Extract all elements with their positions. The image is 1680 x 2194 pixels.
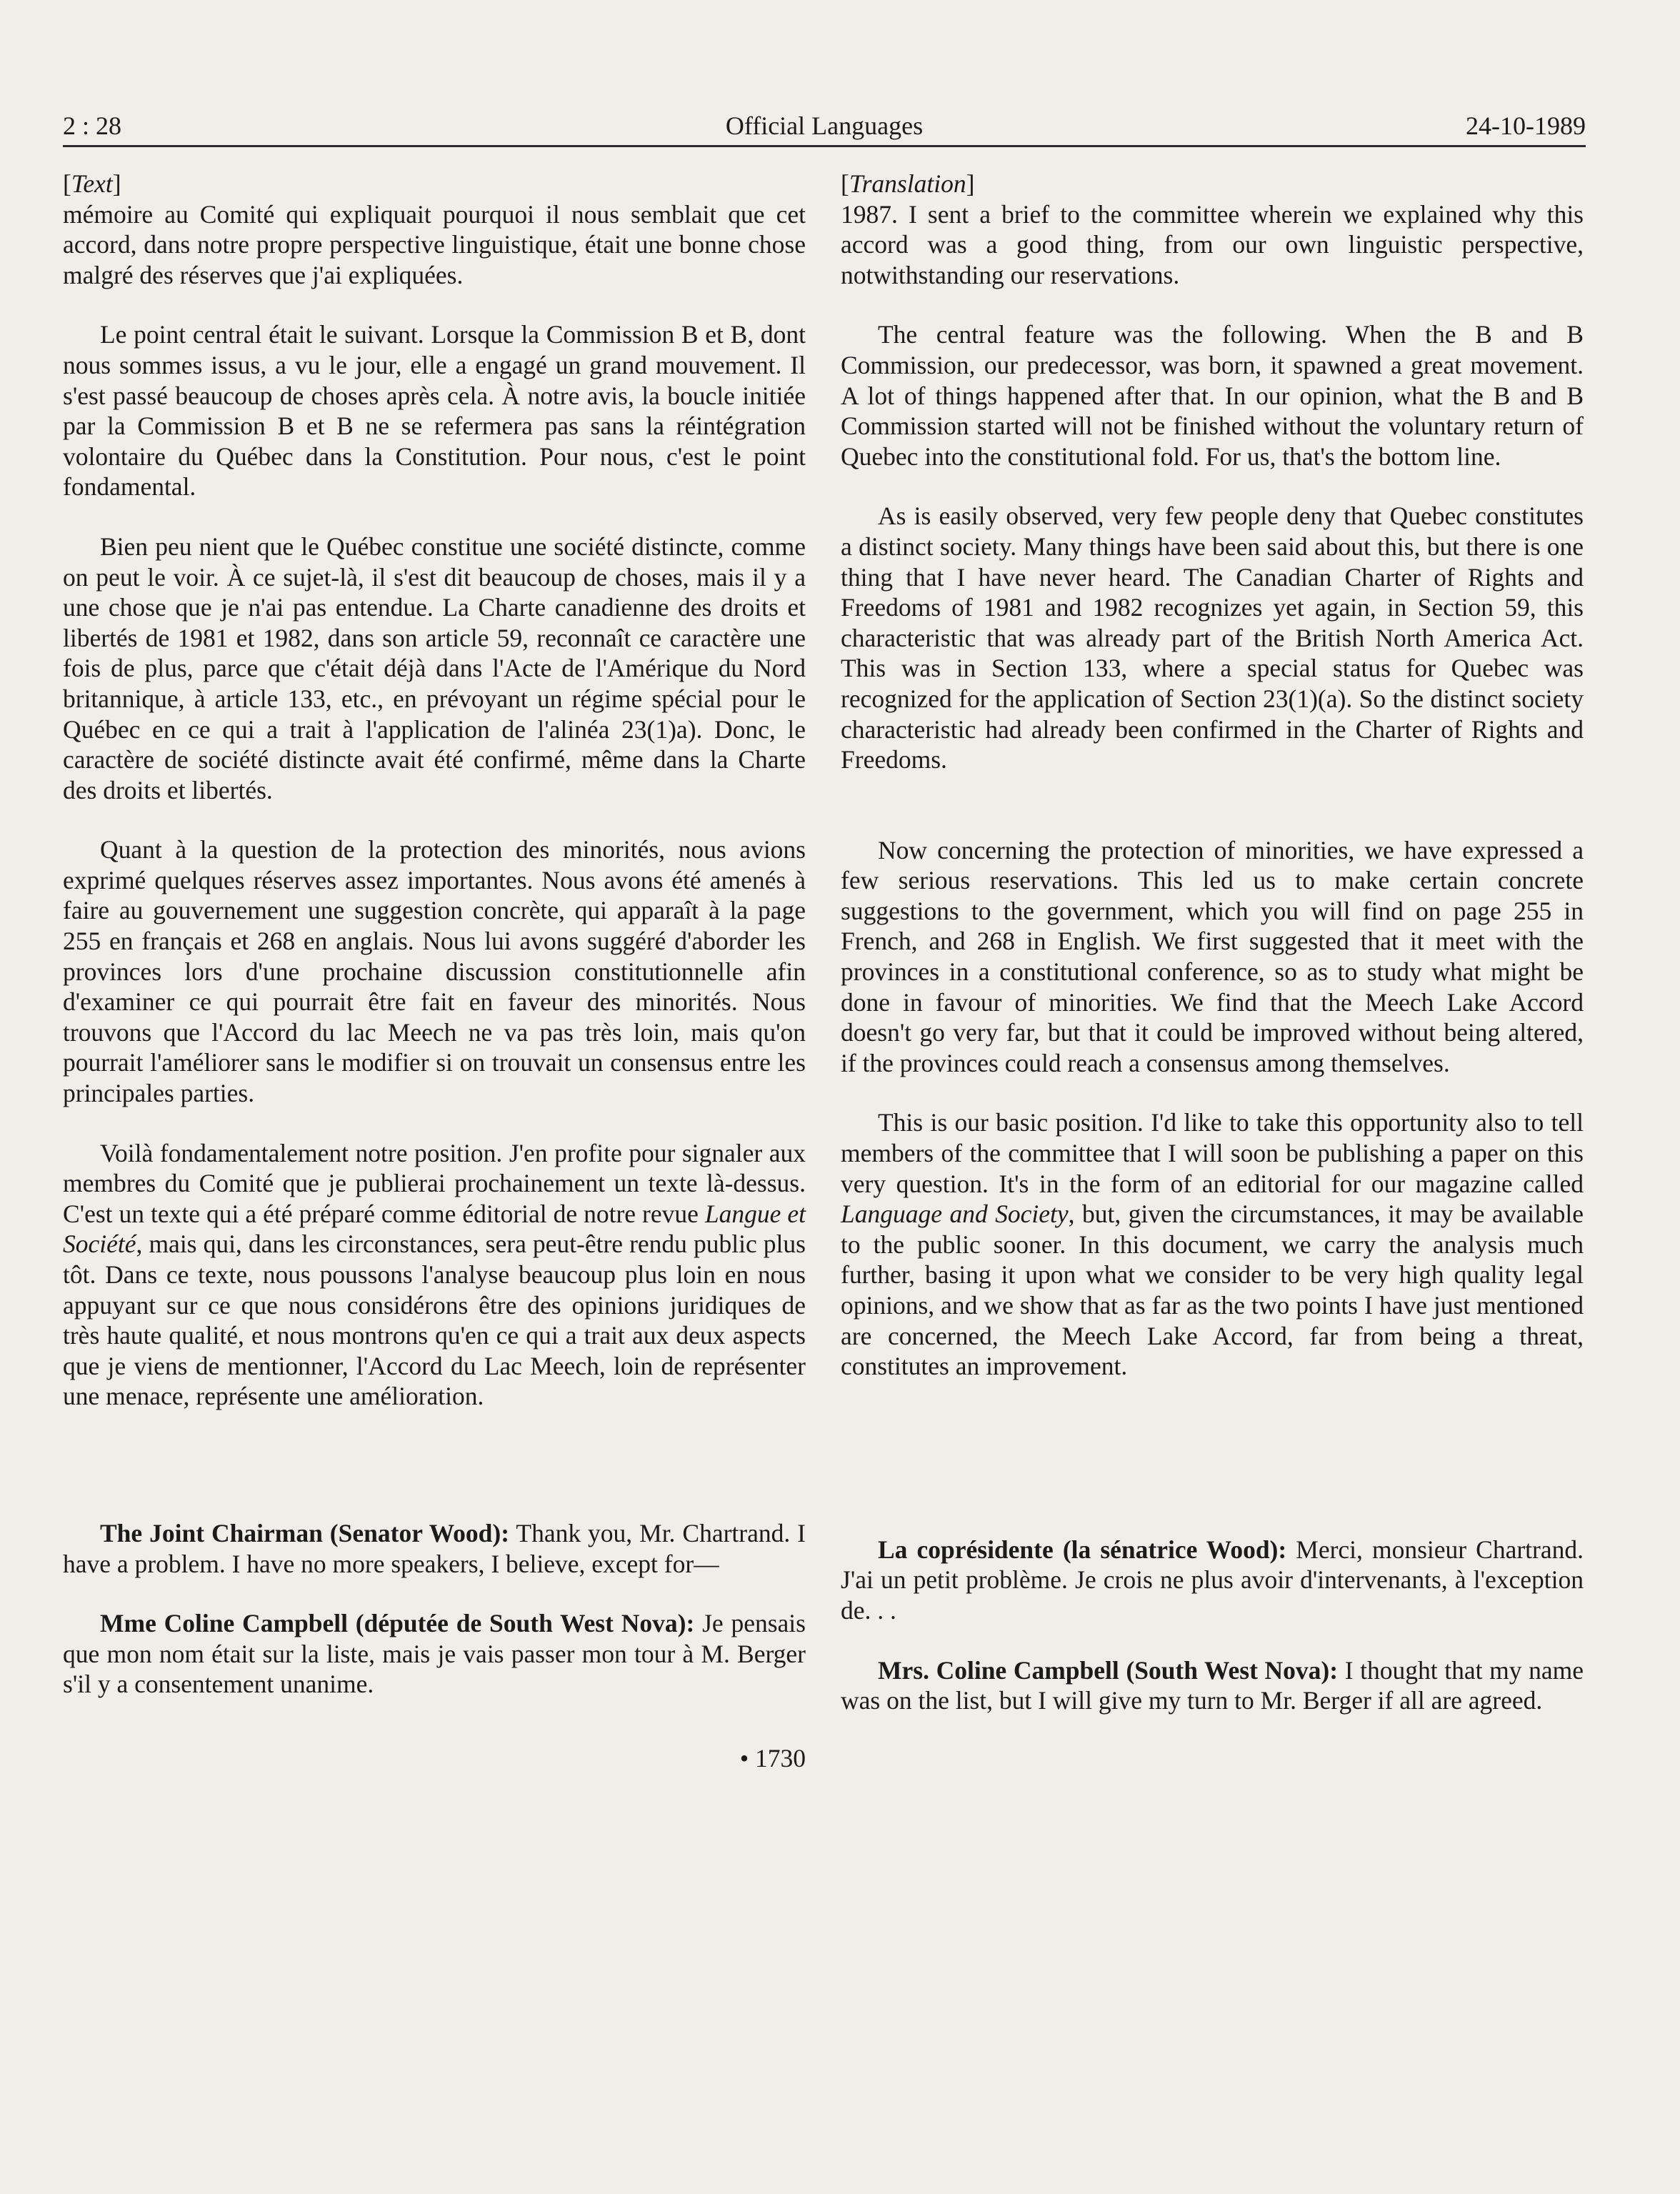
paragraph: Bien peu nient que le Québec constitue une société distincte, comme on peut le voir. À ce sujet-là, il s'est dit beaucoup de choses, mais il y a une chose que je n'ai pas entendue. La Charte canadienne des droits et libertés de 1981 et 1982, dans son article 59, reconnaît ce caractère une fois de plus, parce que c'était déjà dans l'Acte de l'Amérique du Nord britannique, à article 133, etc., en prévoyant un régime spécial pour le Québec en ce qui a trait à l'application de l'alinéa 23(1)a). Donc, le caractère de société distincte avait été confirmé, même dans la Charte des droits et libertés.	[63, 532, 806, 804]
speaker-name: Mrs. Coline Campbell (South West Nova):	[878, 1655, 1339, 1685]
paragraph: 1987. I sent a brief to the committee wherein we explained why this accord was a good thing, from our own linguistic perspective, notwithstanding our reservations.	[841, 199, 1584, 289]
paragraph: Now concerning the protection of minorities, we have expressed a few serious reservations. This led us to make certain concrete suggestions to the government, which you will find on page 255 in French, and 268 in English. We first suggested that it meet with the provinces in a constitutional conference, so as to study what might be done in favour of minorities. We find that the Meech Lake Accord doesn't go very far, but that it could be improved without being altered, if the provinces could reach a consensus among themselves.	[841, 835, 1584, 1077]
speech-text: Merci, monsieur Chartrand. J'ai un petit problème. Je crois ne plus avoir d'intervenants, à l'exception de. . .	[841, 1535, 1584, 1625]
page-header	[63, 107, 1586, 144]
paragraph: As is easily observed, very few people deny that Quebec constitutes a distinct society. Many things have been said about this, but there is one thing that I have never heard. The Canadian Charter of Rights and Freedoms of 1981 and 1982 recognizes yet again, in Section 59, this characteristic that was already part of the British North America Act. This was in Section 133, where a special status for Quebec was recognized for the application of Section 23(1)(a). So the distinct society characteristic had already been confirmed in the Charter of Rights and Freedoms.	[841, 502, 1584, 774]
timestamp: • 1730	[739, 1744, 806, 1772]
publication-title: Language and Society	[841, 1200, 1069, 1229]
text-run: This is our basic position. I'd like to take this opportunity also to tell members of the committee that I will soon be publishing a paper on this very question. It's in the form of an editorial for our magazine called	[841, 1108, 1584, 1198]
paragraph	[841, 1107, 1584, 1381]
speaker-paragraph	[841, 1655, 1584, 1716]
speech-text: Je pensais que mon nom était sur la liste, mais je vais passer mon tour à M. Berger s'il y a consentement unanime.	[63, 1609, 806, 1699]
paragraph: Quant à la question de la protection des minorités, nous avions exprimé quelques réserves assez importantes. Nous avons été amenés à faire au gouvernement une suggestion concrète, qui apparaît à la page 255 en français et 268 en anglais. Nous lui avons suggéré d'aborder les provinces lors d'une prochaine discussion constitutionnelle afin d'examiner ce qui pourrait être fait en faveur des minorités. Nous trouvons que l'Accord du lac Meech ne va pas très loin, mais qu'on pourrait l'améliorer sans le modifier si on trouvait un consensus entre les principales parties.	[63, 835, 806, 1108]
page-number: 2 : 28	[63, 111, 122, 140]
text-run: Voilà fondamentalement notre position. J'en profite pour signaler aux membres du Comité que je publierai prochainement un texte là-dessus. C'est un texte qui a été préparé comme éditorial de notre revue	[63, 1138, 806, 1228]
speaker-paragraph	[841, 1535, 1584, 1626]
paragraph: mémoire au Comité qui expliquait pourquoi il nous semblait que cet accord, dans notre propre perspective linguistique, était une bonne chose malgré des réserves que j'ai expliquées.	[63, 199, 806, 289]
translation-tag: [Translation]	[841, 169, 975, 198]
page-date: 24-10-1989	[1466, 111, 1586, 140]
paragraph: Le point central était le suivant. Lorsque la Commission B et B, dont nous sommes issus, a vu le jour, elle a engagé un grand mouvement. Il s'est passé beaucoup de choses après cela. À notre avis, la boucle initiée par la Commission B et B ne se refermera pas sans la réintégration volontaire du Québec dans la Constitution. Pour nous, c'est le point fondamental.	[63, 320, 806, 502]
speech-text: I thought that my name was on the list, but I will give my turn to Mr. Berger if all are agreed.	[841, 1655, 1584, 1715]
english-column	[841, 169, 1584, 1716]
speaker-name: The Joint Chairman (Senator Wood):	[100, 1518, 510, 1547]
speaker-paragraph	[63, 1518, 806, 1579]
paragraph-spacer	[841, 1442, 1584, 1535]
paragraph	[63, 1138, 806, 1412]
text-run: , but, given the circumstances, it may be available to the public sooner. In this document, we carry the analysis much further, basing it upon what we consider to be very high quality legal opinions, and we show that as far as the two points I have just mentioned are concerned, the Meech Lake Accord, far from being a threat, constitutes an improvement.	[841, 1200, 1584, 1381]
timestamp-spacer	[63, 1412, 806, 1518]
text-run: , mais qui, dans les circonstances, sera peut-être rendu public plus tôt. Dans ce texte, nous poussons l'analyse beaucoup plus loin en nous appuyant sur ce que nous considérons être des opinions juridiques de très haute qualité, et nous montrons qu'en ce qui a trait aux deux aspects que je viens de mentionner, l'Accord du Lac Meech, loin de représenter une menace, représente une amélioration.	[63, 1230, 806, 1411]
text-tag: [Text]	[63, 169, 121, 198]
header-rule	[63, 145, 1586, 147]
speaker-paragraph	[63, 1608, 806, 1700]
speaker-name: La coprésidente (la sénatrice Wood):	[878, 1535, 1287, 1564]
translation-tag-label: Translation	[849, 169, 966, 198]
french-column	[63, 169, 806, 1700]
speaker-name: Mme Coline Campbell (députée de South West Nova):	[100, 1609, 695, 1638]
publication-title: Langue et Société	[63, 1199, 806, 1259]
text-tag-label: Text	[71, 169, 113, 198]
speech-text: Thank you, Mr. Chartrand. I have a problem. I have no more speakers, I believe, except for—	[63, 1518, 806, 1578]
page-title: Official Languages	[725, 111, 924, 140]
paragraph: The central feature was the following. When the B and B Commission, our predecessor, was born, it spawned a great movement. A lot of things happened after that. In our opinion, what the B and B Commission started will not be finished without the voluntary return of Quebec into the constitutional fold. For us, that's the bottom line.	[841, 320, 1584, 471]
